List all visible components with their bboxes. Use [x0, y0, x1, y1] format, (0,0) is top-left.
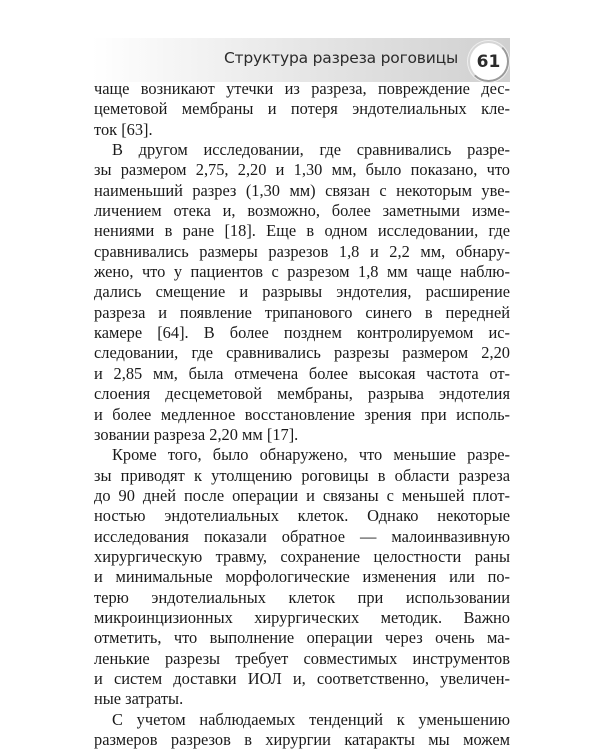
text-line: камере [64]. В более позднем контролируемом ис-	[94, 323, 510, 343]
text-line: сравнивались размеры разрезов 1,8 и 2,2 мм, обнару-	[94, 241, 510, 261]
body-text	[94, 79, 510, 750]
text-line: до 90 дней после операции и связаны с меньшей плот-	[94, 485, 510, 505]
text-line: хирургическую травму, сохранение целостности раны	[94, 546, 510, 566]
paragraph	[94, 140, 510, 445]
text-line: слоения десцеметовой мембраны, разрыва эндотелия	[94, 384, 510, 404]
text-line: следовании, где сравнивались разрезы размером 2,20	[94, 343, 510, 363]
paragraph	[94, 710, 510, 750]
text-line: исследования показали обратное — малоинвазивную	[94, 526, 510, 546]
text-line: жено, что у пациентов с разрезом 1,8 мм чаще наблю-	[94, 262, 510, 282]
text-line: чаще возникают утечки из разреза, повреждение дес-	[94, 79, 510, 98]
text-line: и минимальные морфологические изменения или по-	[94, 567, 510, 587]
text-line: зовании разреза 2,20 мм [17].	[94, 424, 299, 444]
text-line: наименьший разрез (1,30 мм) связан с некоторым уве-	[94, 180, 510, 200]
text-line: ные затраты.	[94, 689, 184, 709]
page-number: 61	[476, 51, 501, 72]
text-line: микроинцизионных хирургических методик. Важно	[94, 607, 510, 627]
text-line: размеров разрезов в хирургии катаракты мы можем	[94, 730, 510, 749]
text-line: цеметовой мембраны и потеря эндотелиальных кле-	[94, 99, 510, 119]
text-line: С учетом наблюдаемых тенденций к уменьшению	[112, 709, 510, 729]
text-line: Кроме того, было обнаружено, что меньшие разре-	[112, 445, 510, 465]
text-line: личением отека и, возможно, более заметными изме-	[94, 201, 510, 221]
paragraph	[94, 79, 510, 140]
text-line: терю эндотелиальных клеток при использовании	[94, 587, 510, 607]
text-line: и систем доставки ИОЛ и, соответственно, увеличен-	[94, 668, 510, 688]
text-line: ностью эндотелиальных клеток. Однако некоторые	[94, 506, 510, 526]
text-line: отметить, что выполнение операции через очень ма-	[94, 628, 510, 648]
paragraph	[94, 445, 510, 709]
text-line: ток [63].	[94, 119, 153, 139]
text-line: зы размером 2,75, 2,20 и 1,30 мм, было показано, что	[94, 160, 510, 180]
text-line: и более медленное восстановление зрения при исполь-	[94, 404, 510, 424]
running-head-title: Структура разреза роговицы	[223, 49, 458, 67]
text-line: нениями в ране [18]. Еще в одном исследовании, где	[94, 221, 510, 241]
text-line: В другом исследовании, где сравнивались разре-	[112, 140, 510, 160]
text-line: и 2,85 мм, была отмечена более высокая частота от-	[94, 363, 510, 383]
text-line: дались смещение и разрывы эндотелия, расширение	[94, 282, 510, 302]
text-line: ленькие разрезы требует совместимых инструментов	[94, 648, 510, 668]
page-number-badge	[468, 41, 509, 82]
text-line: зы приводят к утолщению роговицы в области разреза	[94, 465, 510, 485]
text-line: разреза и появление трипанового синего в передней	[94, 302, 510, 322]
